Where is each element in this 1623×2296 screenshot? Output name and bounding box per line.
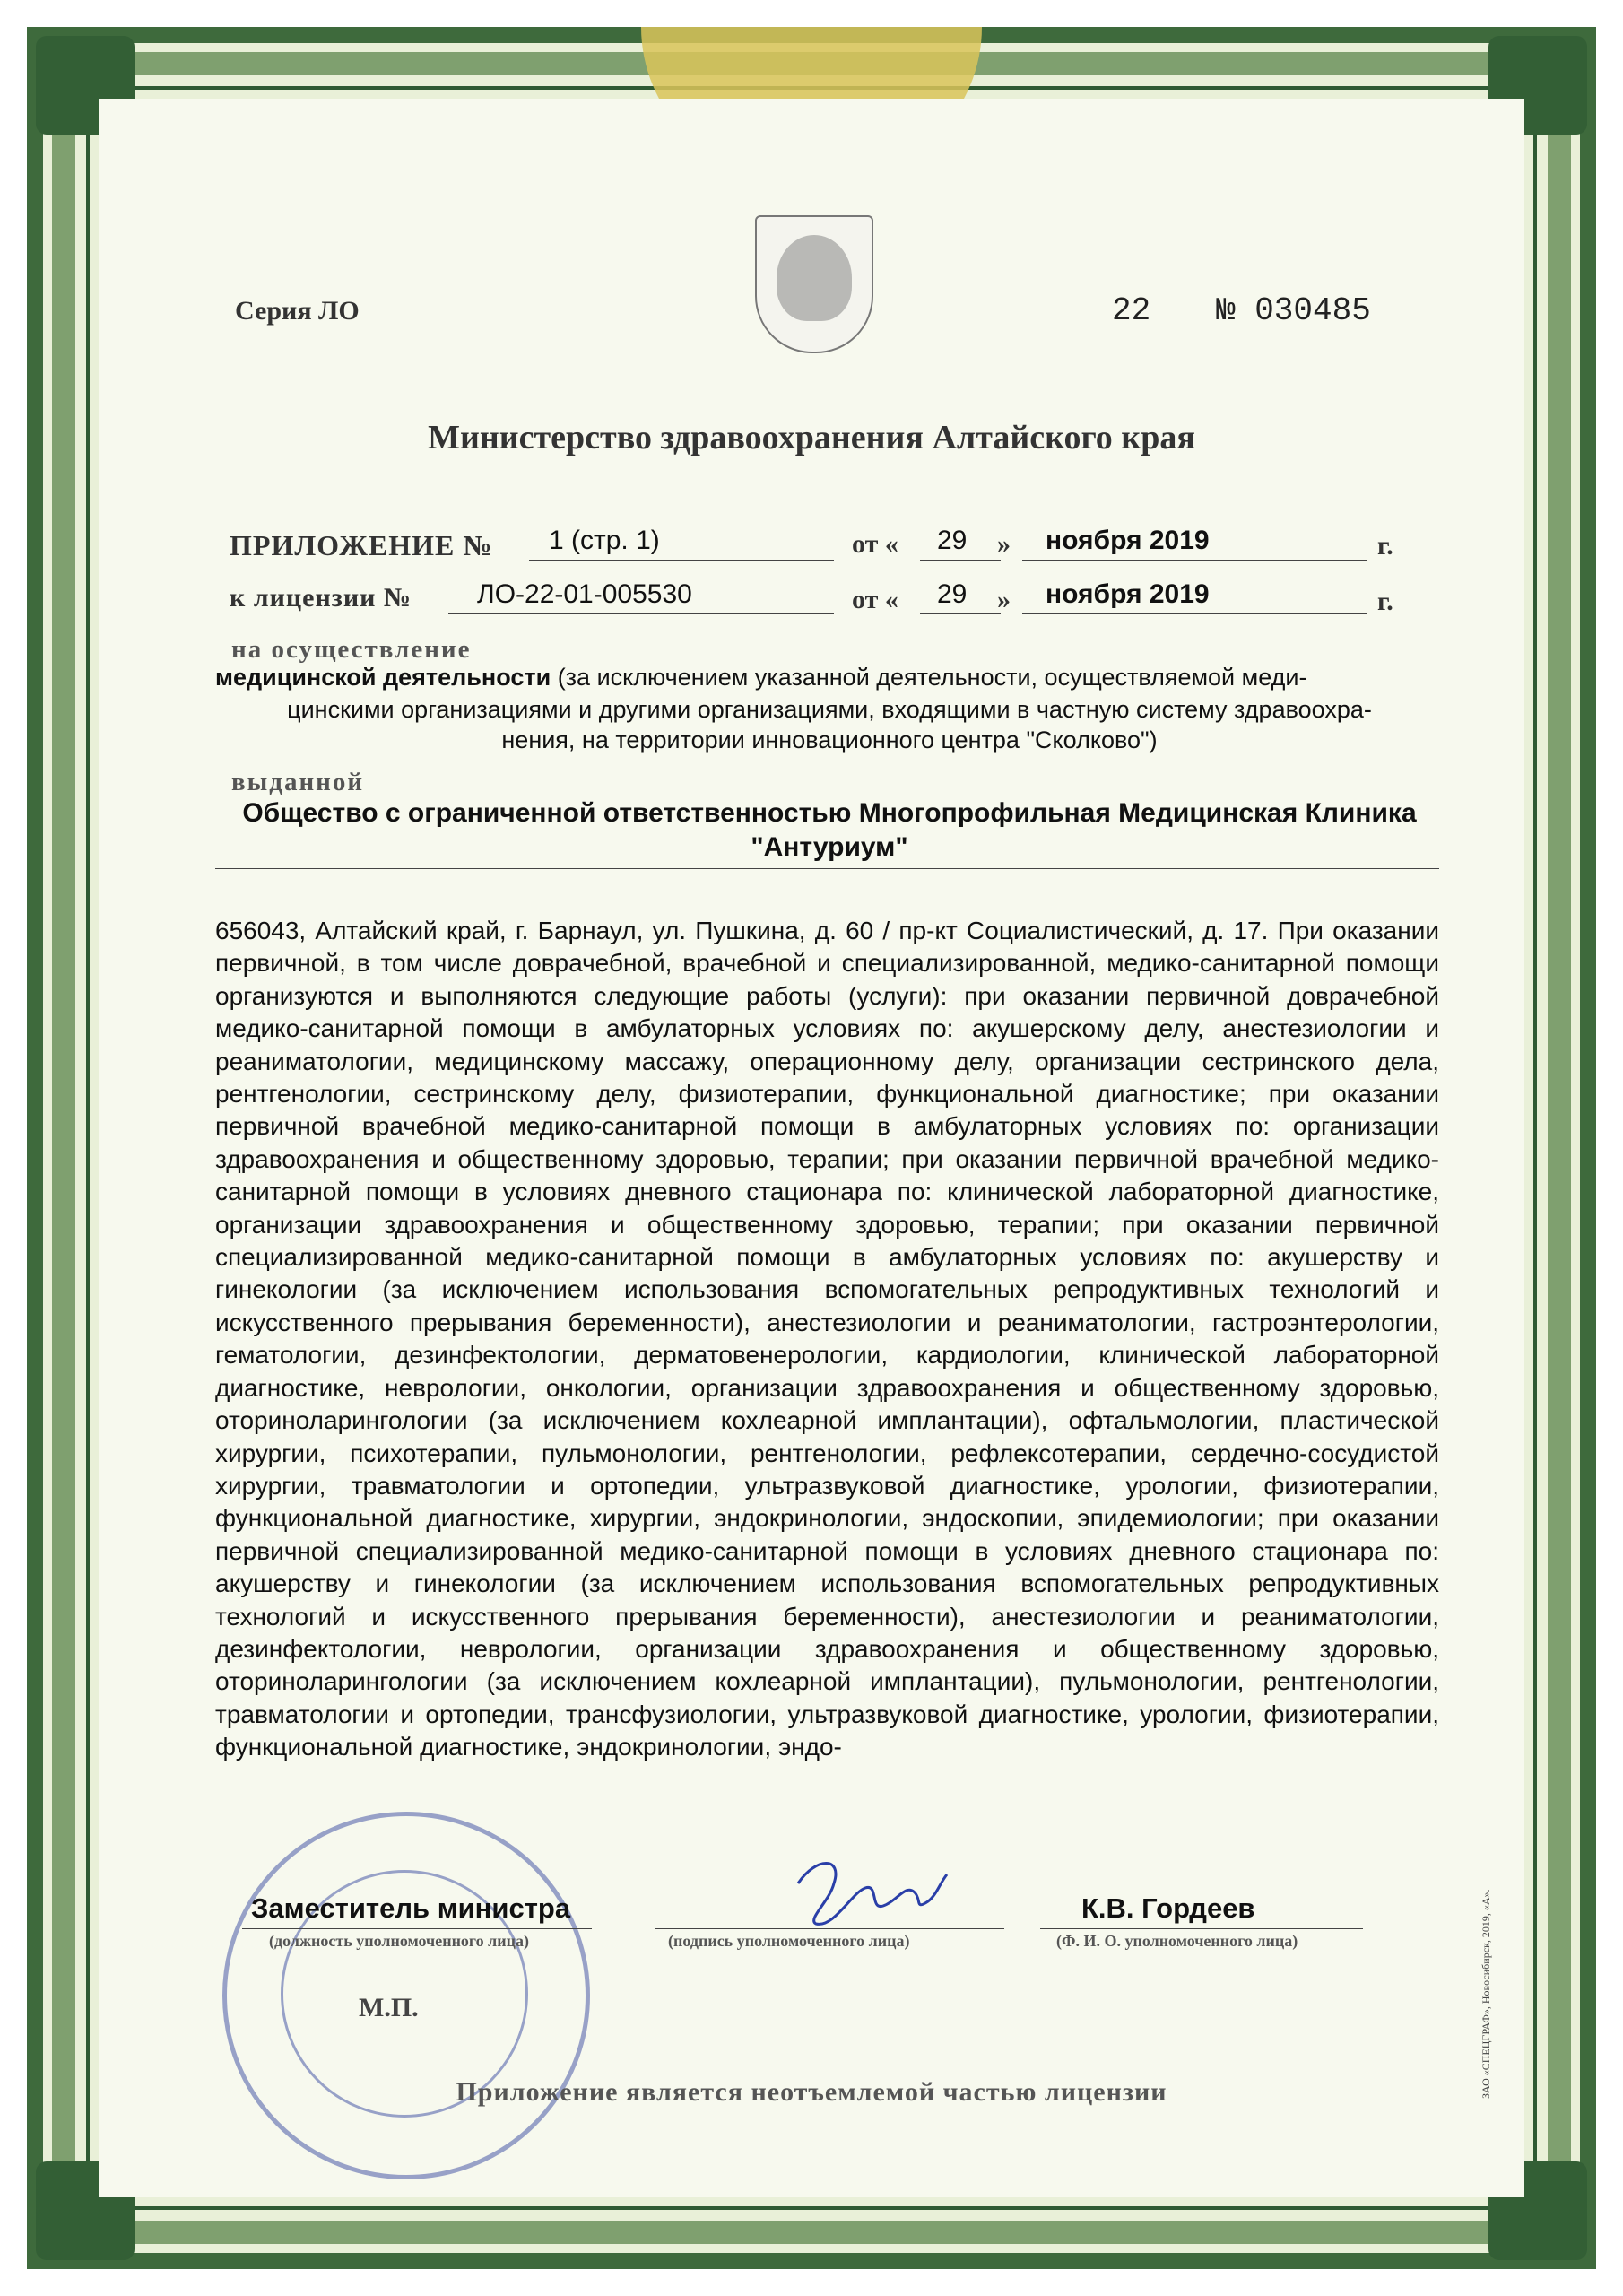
- issued-label: выданной: [231, 768, 365, 796]
- region-code: 22: [1112, 292, 1151, 329]
- double-headed-eagle-icon: [777, 235, 852, 321]
- license-month-year: ноября 2019: [1046, 579, 1210, 609]
- series-label: Серия ЛО: [235, 296, 360, 326]
- appendix-quote: »: [997, 529, 1011, 559]
- appendix-day: 29: [937, 526, 968, 555]
- handwritten-signature: [780, 1848, 959, 1937]
- underline: [655, 1928, 1004, 1929]
- activity-line-1-rest: (за исключением указанной деятельности, осуществляемой меди-: [551, 664, 1307, 691]
- underline: [920, 613, 1001, 614]
- appendix-year-suffix: г.: [1377, 531, 1393, 561]
- printer-imprint: ЗАО «СПЕЦГРАФ», Новосибирск, 2019, «А».: [1480, 1889, 1492, 2099]
- appendix-label: ПРИЛОЖЕНИЕ №: [230, 529, 493, 561]
- license-number: ЛО-22-01-005530: [477, 579, 692, 609]
- appendix-from-label: от «: [852, 529, 898, 559]
- signature-caption: (подпись уполномоченного лица): [668, 1932, 910, 1950]
- licensee-name-line-1: Общество с ограниченной ответственностью Многопрофильная Медицинская Клиника: [242, 798, 1417, 828]
- underline: [529, 560, 834, 561]
- footer-note: Приложение является неотъемлемой частью лицензии: [456, 2077, 1167, 2107]
- activity-label: на осуществление: [231, 635, 472, 664]
- ministry-title: Министерство здравоохранения Алтайского края: [428, 419, 1195, 457]
- activity-line-1: [215, 664, 1306, 691]
- signatory-name: К.В. Гордеев: [1081, 1892, 1255, 1924]
- underline: [215, 868, 1439, 869]
- activity-line-3: нения, на территории инновационного центра "Сколково"): [501, 726, 1158, 753]
- underline: [1022, 560, 1367, 561]
- license-quote: »: [997, 585, 1011, 614]
- services-paragraph: 656043, Алтайский край, г. Барнаул, ул. Пушкина, д. 60 / пр-кт Социалистический, д. 17. При оказании первичной, в том числе доврачебной, врачебной и специализированной, медико-санитарной помощи организуются и выполняются следующие работы (услуги): при оказании первичной доврачебной медико-санитарной помощи в амбулаторных условиях по: акушерскому делу, анестезиологии и реаниматологии, медицинскому массажу, операционному делу, организации сестринского дела, рентгенологии, сестринскому делу, физиотерапии, функциональной диагностике; при оказании первичной врачебной медико-санитарной помощи в амбулаторных условиях по: организации здравоохранения и общественному здоровью, терапии; при оказании первичной врачебной медико-санитарной помощи в условиях дневного стационара по: клинической лабораторной диагностике, организации здравоохранения и общественному здоровью, терапии; при оказании первичной специализированной медико-санитарной помощи в амбулаторных условиях по: акушерству и гинекологии (за исключением использования вспомогательных репродуктивных технологий и искусственного прерывания беременности), анестезиологии и реаниматологии, гастроэнтерологии, гематологии, дезинфектологии, дерматовенерологии, кардиологии, клинической лабораторной диагностике, неврологии, онкологии, организации здравоохранения и общественному здоровью, оториноларингологии (за исключением кохлеарной имплантации), офтальмологии, пластической хирургии, психотерапии, пульмонологии, рентгенологии, рефлексотерапии, сердечно-сосудистой хирургии, травматологии и ортопедии, ультразвуковой диагностике, урологии, физиотерапии, функциональной диагностике, хирургии, эндокринологии, эндоскопии, эпидемиологии; при оказании первичной специализированной медико-санитарной помощи в условиях дневного стационара по: акушерству и гинекологии (за исключением использования вспомогательных репродуктивных технологий и искусственного прерывания беременности), анестезиологии и реаниматологии, дезинфектологии, неврологии, организации здравоохранения и общественному здоровью, оториноларингологии (за исключением кохлеарной имплантации), пульмонологии, рентгенологии, травматологии и ортопедии, трансфузиологии, ультразвуковой диагностике, урологии, физиотерапии, функциональной диагностике, эндокринологии, эндо-: [215, 917, 1439, 1761]
- underline: [1040, 1928, 1363, 1929]
- underline: [242, 1928, 592, 1929]
- underline: [448, 613, 834, 614]
- position-caption: (должность уполномоченного лица): [269, 1932, 529, 1950]
- activity-line-2: цинскими организациями и другими организациями, входящими в частную систему здравоохра-: [287, 696, 1372, 723]
- appendix-number: 1 (стр. 1): [549, 526, 660, 555]
- licensee-name-line-2: "Антуриум": [751, 832, 908, 862]
- coat-of-arms-emblem: [755, 215, 873, 353]
- license-from-label: от «: [852, 585, 898, 614]
- underline: [920, 560, 1001, 561]
- activity-type: медицинской деятельности: [215, 664, 551, 691]
- name-caption: (Ф. И. О. уполномоченного лица): [1056, 1932, 1298, 1950]
- form-number: № 030485: [1216, 292, 1371, 329]
- seal-place-label: М.П.: [359, 1993, 419, 2022]
- signatory-position: Заместитель министра: [251, 1892, 571, 1924]
- license-label: к лицензии №: [230, 583, 412, 613]
- appendix-month-year: ноября 2019: [1046, 526, 1210, 555]
- services-text: [215, 915, 1439, 1764]
- underline: [1022, 613, 1367, 614]
- license-day: 29: [937, 579, 968, 609]
- license-year-suffix: г.: [1377, 587, 1393, 616]
